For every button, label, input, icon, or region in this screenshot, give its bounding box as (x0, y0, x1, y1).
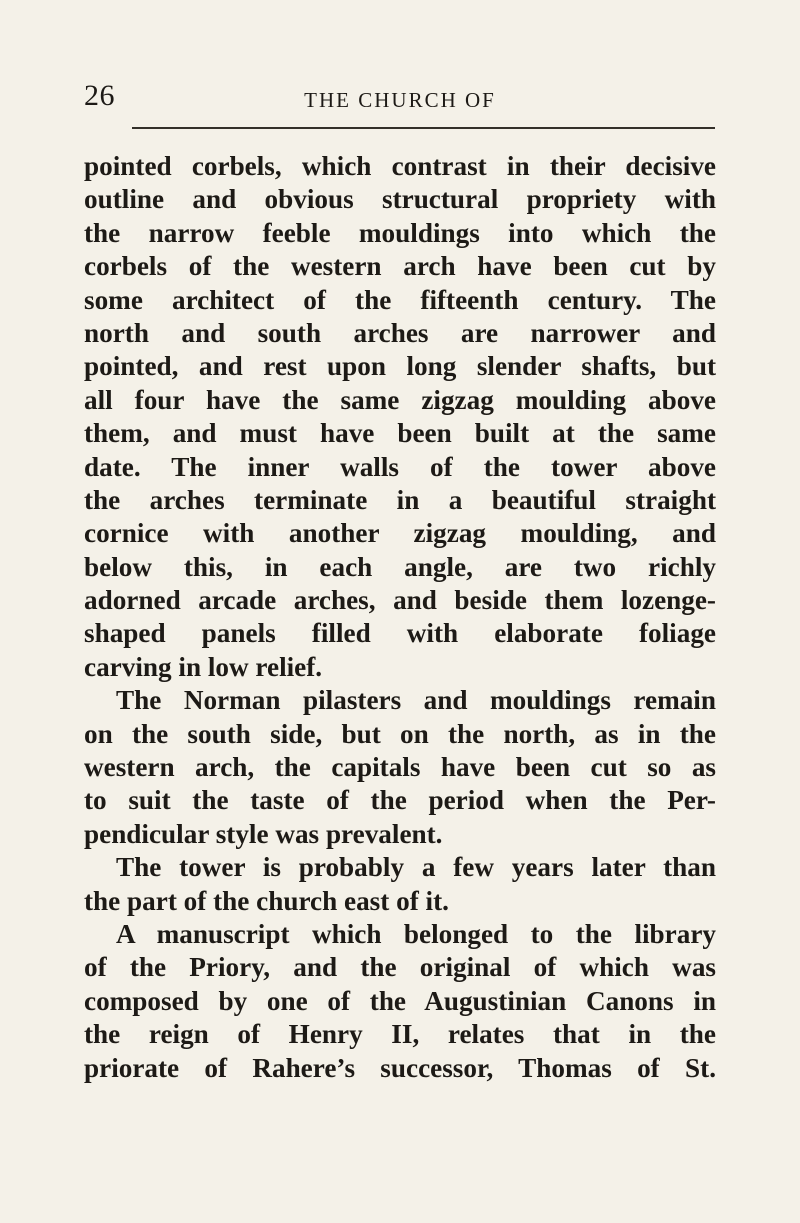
text-line: corbels of the western arch have been cut by (84, 251, 716, 282)
text-line: A manuscript which belonged to the library (116, 918, 716, 949)
text-line: priorate of Rahere’s successor, Thomas of St. (84, 1052, 716, 1083)
text-line: western arch, the capitals have been cut so as (84, 752, 716, 783)
text-line: shaped panels filled with elaborate foliage (84, 618, 716, 649)
text-line: below this, in each angle, are two richly (84, 551, 716, 582)
text-line: cornice with another zigzag moulding, and (84, 518, 716, 549)
text-line: all four have the same zigzag moulding above (84, 384, 716, 415)
text-line: composed by one of the Augustinian Canons in (84, 985, 716, 1016)
text-line: outline and obvious structural propriety with (84, 184, 716, 215)
text-line: The Norman pilasters and mouldings remain (116, 685, 716, 716)
text-line: pointed, and rest upon long slender shafts, but (84, 351, 716, 382)
text-line: the narrow feeble mouldings into which the (84, 217, 716, 248)
text-line: them, and must have been built at the same (84, 418, 716, 449)
running-head: THE CHURCH OF (304, 88, 496, 112)
page-header (84, 78, 716, 118)
text-line: pendicular style was prevalent. (84, 818, 443, 849)
text-line: to suit the taste of the period when the Per- (84, 785, 716, 816)
text-line: north and south arches are narrower and (84, 317, 716, 348)
text-line: pointed corbels, which contrast in their decisive (84, 151, 716, 181)
text-line: on the south side, but on the north, as in the (84, 718, 716, 749)
text-line: The tower is probably a few years later than (116, 852, 716, 883)
page-number: 26 (84, 79, 115, 112)
text-line: of the Priory, and the original of which was (84, 952, 716, 983)
text-line: the reign of Henry II, relates that in the (84, 1019, 716, 1050)
text-line: date. The inner walls of the tower above (84, 451, 716, 482)
header-rule (132, 127, 715, 129)
text-line: the part of the church east of it. (84, 885, 449, 916)
text-line: some architect of the fifteenth century. The (84, 284, 716, 315)
text-line: carving in low relief. (84, 651, 323, 682)
body-text (84, 150, 716, 1085)
text-line: the arches terminate in a beautiful straight (84, 484, 716, 515)
text-line: adorned arcade arches, and beside them lozenge- (84, 585, 716, 616)
